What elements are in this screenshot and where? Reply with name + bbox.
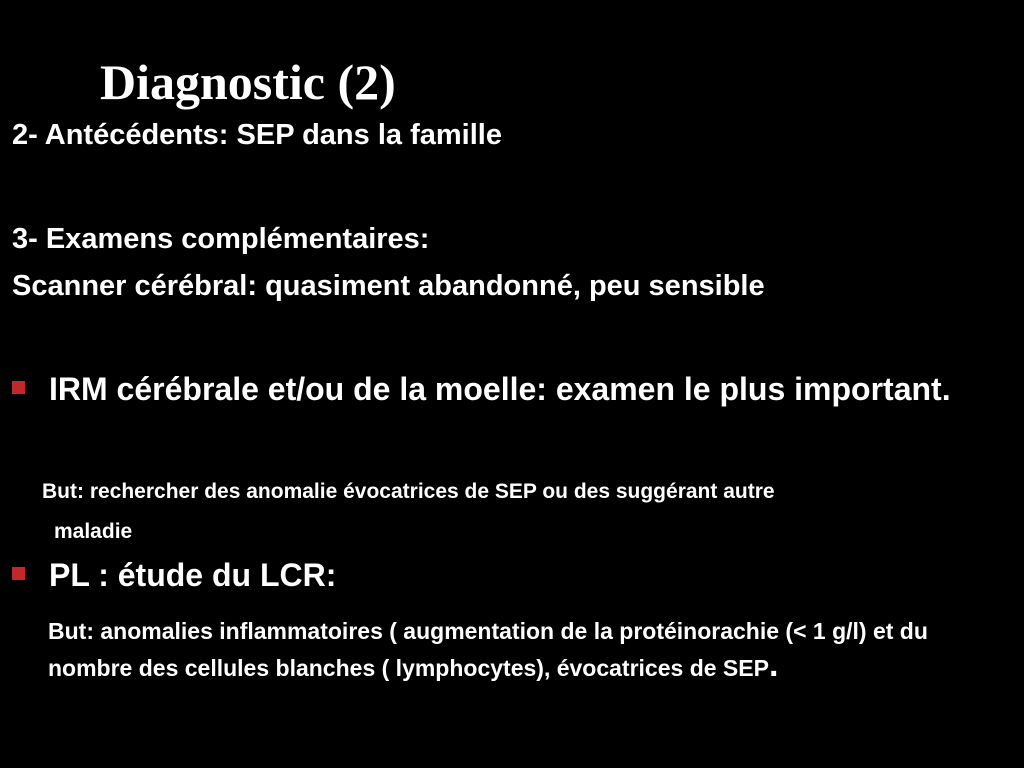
bullet-irm-text: IRM cérébrale et/ou de la moelle: examen le plus important. — [49, 371, 951, 407]
irm-goal-text — [42, 472, 972, 552]
square-bullet-icon — [12, 567, 25, 580]
bullet-item-irm — [12, 370, 972, 408]
irm-goal-line1: But: rechercher des anomalie évocatrices de SEP ou des suggérant autre — [42, 480, 775, 503]
scanner-line: Scanner cérébral: quasiment abandonné, peu sensible — [12, 270, 765, 302]
slide-title: Diagnostic (2) — [100, 54, 396, 110]
antecedents-line: 2- Antécédents: SEP dans la famille — [12, 119, 502, 151]
square-bullet-icon — [12, 381, 25, 394]
bullet-item-pl — [12, 556, 972, 594]
pl-goal-period: . — [768, 646, 779, 684]
pl-goal-body: But: anomalies inflammatoires ( augmentation de la protéinorachie (< 1 g/l) et du nombre des cellules blanches ( lymphocytes), évocatrices de SEP — [48, 618, 928, 681]
examens-heading: 3- Examens complémentaires: — [12, 223, 430, 255]
bullet-pl-text: PL : étude du LCR: — [49, 557, 337, 593]
pl-goal-text — [48, 614, 1018, 685]
irm-goal-line2: maladie — [54, 520, 133, 543]
